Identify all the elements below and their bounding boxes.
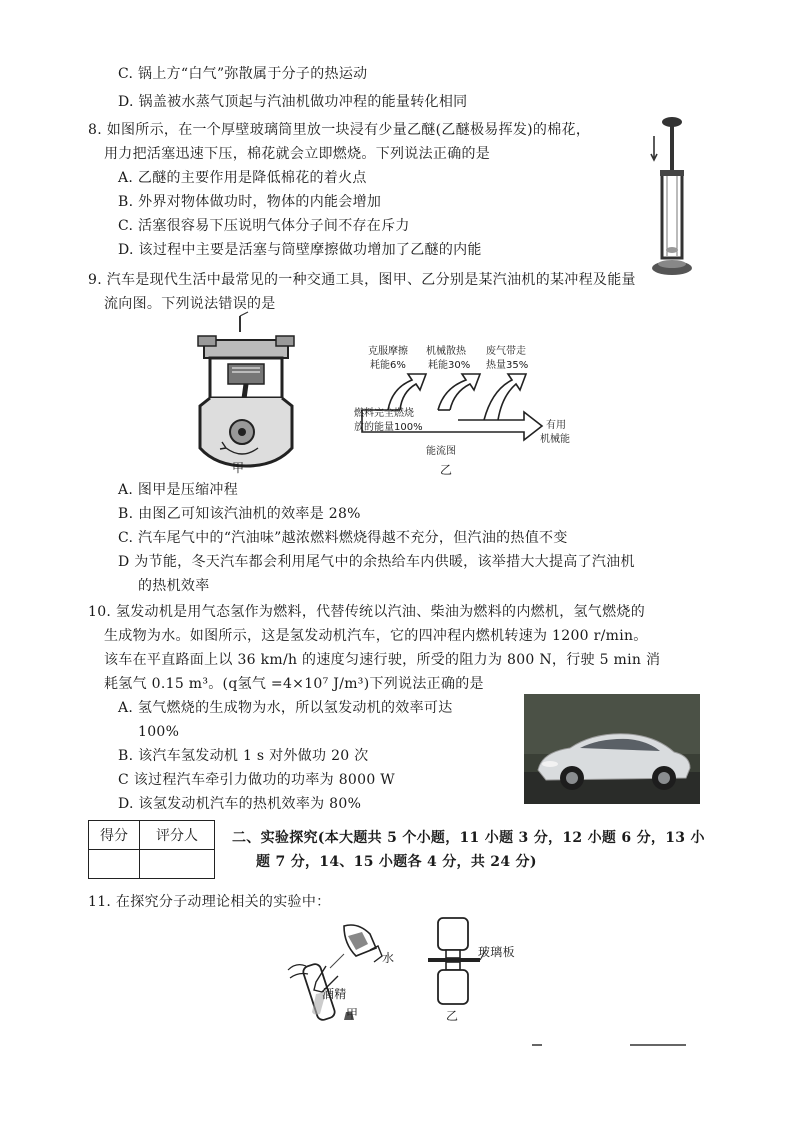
q11-stem: 11. 在探究分子动理论相关的实验中：	[88, 894, 331, 910]
energy-flow-diagram	[348, 340, 588, 460]
section2-title-line2: 题 7 分，14、15 小题各 4 分，共 24 分)	[256, 854, 537, 870]
q9-option-d-line2: 的热机效率	[138, 578, 210, 594]
score-header: 得分	[89, 821, 140, 850]
q8-option-c: C. 活塞很容易下压说明气体分子间不存在斥力	[118, 218, 410, 234]
water-label: 水	[382, 951, 395, 965]
q8-stem-line2: 用力把活塞迅速下压，棉花就会立即燃烧。下列说法正确的是	[104, 146, 491, 162]
fig-yi-label: 乙	[440, 463, 453, 477]
gas-bottles-figure	[428, 916, 488, 1012]
flow-exhaust-label-1: 废气带走	[486, 346, 526, 357]
fig-jia-label: 甲	[232, 461, 245, 475]
q10-stem-line3: 该车在平直路面上以 36 km/h 的速度匀速行驶，所受的阻力为 800 N，行驶 5 min 消	[104, 652, 661, 668]
q7-option-d: D. 锅盖被水蒸气顶起与汽油机做功冲程的能量转化相同	[118, 94, 468, 110]
q10-option-a-line2: 100%	[138, 724, 180, 740]
grader-cell[interactable]	[140, 850, 215, 879]
q10-option-b: B. 该汽车氢发动机 1 s 对外做功 20 次	[118, 748, 369, 764]
flow-output-label-2: 机械能	[540, 434, 570, 445]
q10-stem-line4: 耗氢气 0.15 m³。(q氢气 =4×10⁷ J/m³)下列说法正确的是	[104, 676, 484, 692]
q10-stem-line2: 生成物为水。如图所示，这是氢发动机汽车，它的四冲程内燃机转速为 1200 r/min。	[104, 628, 648, 644]
q9-stem-line1: 9. 汽车是现代生活中最常见的一种交通工具，图甲、乙分别是某汽油机的某冲程及能量	[88, 272, 636, 288]
scan-mark	[630, 1044, 686, 1046]
engine-cylinder-figure	[196, 310, 296, 470]
q7-option-c: C. 锅上方“白气”弥散属于分子的热运动	[118, 66, 368, 82]
score-cell[interactable]	[89, 850, 140, 879]
q8-option-a: A. 乙醚的主要作用是降低棉花的着火点	[118, 170, 367, 186]
flow-input-label-1: 燃料完全燃烧	[354, 408, 414, 419]
q8-option-b: B. 外界对物体做功时，物体的内能会增加	[118, 194, 382, 210]
q9-option-d-line1: D 为节能，冬天汽车都会利用尾气中的余热给车内供暖，该举措大大提高了汽油机	[118, 554, 635, 570]
fig11-yi-label: 乙	[446, 1009, 459, 1023]
q10-stem-line1: 10. 氢发动机是用气态氢作为燃料，代替传统以汽油、柴油为燃料的内燃机，氢气燃烧的	[88, 604, 646, 620]
q8-stem-line1: 8. 如图所示，在一个厚壁玻璃筒里放一块浸有少量乙醚(乙醚极易挥发)的棉花，	[88, 122, 591, 138]
q9-option-b: B. 由图乙可知该汽油机的效率是 28%	[118, 506, 361, 522]
q9-option-c: C. 汽车尾气中的“汽油味”越浓燃料燃烧得越不充分，但汽油的热值不变	[118, 530, 568, 546]
glass-cylinder-figure	[648, 112, 696, 280]
q9-stem-line2: 流向图。下列说法错误的是	[104, 296, 276, 312]
flow-friction-label-1: 克服摩擦	[368, 346, 408, 357]
q10-option-a-line1: A. 氢气燃烧的生成物为水，所以氢发动机的效率可达	[118, 700, 453, 716]
q8-option-d: D. 该过程中主要是活塞与筒壁摩擦做功增加了乙醚的内能	[118, 242, 482, 258]
flow-output-label-1: 有用	[546, 420, 566, 431]
flow-heat-label-2: 耗能30%	[428, 360, 471, 371]
fig11-jia-label: 甲	[346, 1007, 359, 1021]
alcohol-label: 酒精	[322, 987, 347, 1001]
q10-option-c: C 该过程汽车牵引力做功的功率为 8000 W	[118, 772, 395, 788]
glass-plate-label: 玻璃板	[478, 945, 515, 959]
flow-input-label-2: 放的能量100%	[354, 422, 423, 433]
flow-caption: 能流图	[426, 446, 456, 457]
flow-friction-label-2: 耗能6%	[370, 360, 406, 371]
hydrogen-car-photo	[524, 694, 700, 804]
grader-header: 评分人	[140, 821, 215, 850]
q10-option-d: D. 该氢发动机汽车的热机效率为 80%	[118, 796, 362, 812]
section2-title-line1: 二、实验探究(本大题共 5 个小题，11 小题 3 分，12 小题 6 分，13 小	[232, 830, 705, 846]
flow-heat-label-1: 机械散热	[426, 346, 466, 357]
scan-mark	[532, 1044, 542, 1046]
flow-exhaust-label-2: 热量35%	[486, 360, 529, 371]
q9-option-a: A. 图甲是压缩冲程	[118, 482, 239, 498]
pouring-water-figure	[286, 916, 396, 1026]
score-table	[88, 820, 215, 879]
